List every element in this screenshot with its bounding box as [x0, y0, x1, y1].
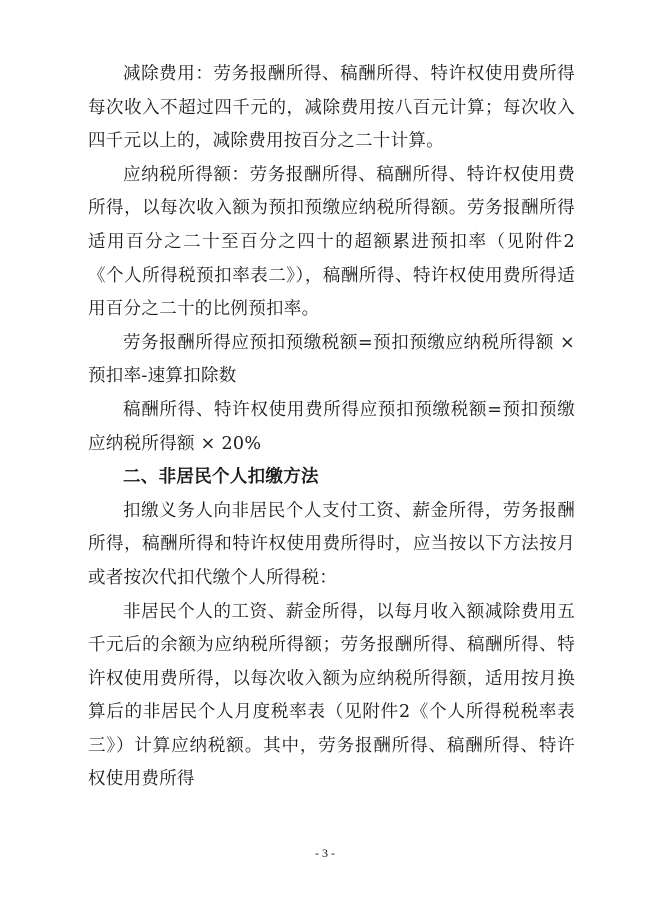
paragraph-non-resident-income: 非居民个人的工资、薪金所得，以每月收入额减除费用五千元后的余额为应纳税所得额；劳务报酬所得、稿酬所得、特许权使用费所得，以每次收入额为应纳税所得额，适用按月换算后的非居民个人月度税率表（见附件2《个人所得税税率表三》）计算应纳税额。其中，劳务报酬所得、稿酬所得、特许权使用费所得	[88, 601, 575, 790]
page-number: - 3 -	[315, 846, 335, 860]
paragraph-royalty-formula: 稿酬所得、特许权使用费所得应预扣预缴税额=预扣预缴应纳税所得额 × 20%	[88, 399, 575, 454]
paragraph-labor-formula: 劳务报酬所得应预扣预缴税额=预扣预缴应纳税所得额 × 预扣率-速算扣除数	[88, 332, 575, 387]
document-body	[88, 58, 575, 797]
paragraph-withholding-obligation: 扣缴义务人向非居民个人支付工资、薪金所得，劳务报酬所得，稿酬所得和特许权使用费所得时，应当按以下方法按月或者按次代扣代缴个人所得税：	[88, 500, 575, 588]
paragraph-deduction-expenses: 减除费用：劳务报酬所得、稿酬所得、特许权使用费所得每次收入不超过四千元的，减除费用按八百元计算；每次收入四千元以上的，减除费用按百分之二十计算。	[88, 64, 575, 152]
paragraph-taxable-income: 应纳税所得额：劳务报酬所得、稿酬所得、特许权使用费所得，以每次收入额为预扣预缴应纳税所得额。劳务报酬所得适用百分之二十至百分之四十的超额累进预扣率（见附件2《个人所得税预扣率表二》），稿酬所得、特许权使用费所得适用百分之二十的比例预扣率。	[88, 164, 575, 320]
section-heading-non-resident: 二、非居民个人扣缴方法	[123, 467, 319, 488]
